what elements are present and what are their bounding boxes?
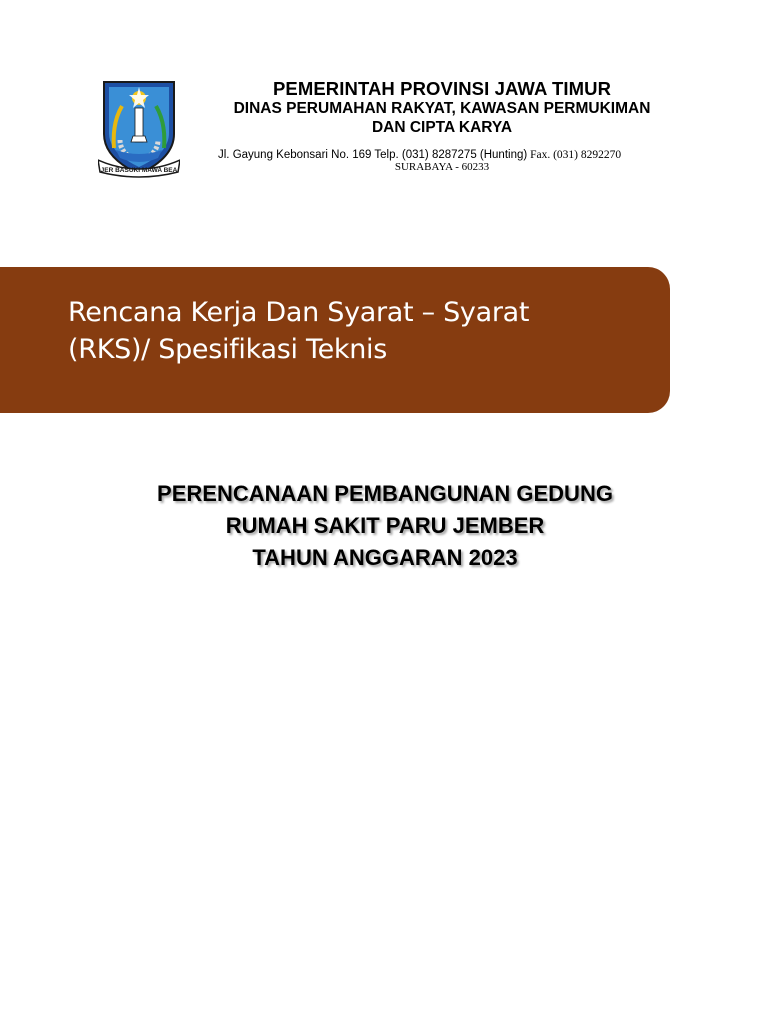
project-title	[100, 478, 670, 574]
address-street: Jl. Gayung Kebonsari No. 169 Telp. (031) 8287275 (Hunting)	[218, 149, 528, 161]
document-title	[68, 294, 648, 368]
dept-name-line1: DINAS PERUMAHAN RAKYAT, KAWASAN PERMUKIMAN	[233, 100, 651, 117]
dept-name-line2: DAN CIPTA KARYA	[371, 119, 513, 136]
org-block	[196, 78, 688, 137]
east-java-coat-of-arms-icon	[98, 78, 180, 178]
svg-text:JER BASUKI MAWA BEA: JER BASUKI MAWA BEA	[100, 167, 178, 174]
project-title-line2: RUMAH SAKIT PARU JEMBER	[225, 513, 545, 538]
org-name: PEMERINTAH PROVINSI JAWA TIMUR	[272, 78, 612, 99]
org-city: SURABAYA - 60233	[394, 161, 490, 173]
document-title-line1: Rencana Kerja Dan Syarat – Syarat	[68, 297, 530, 328]
address-fax: Fax. (031) 8292270	[527, 149, 622, 161]
document-title-line2: (RKS)/ Spesifikasi Teknis	[68, 334, 388, 365]
project-title-line3: TAHUN ANGGARAN 2023	[252, 545, 518, 570]
project-title-line1: PERENCANAAN PEMBANGUNAN GEDUNG	[157, 481, 613, 506]
letterhead	[0, 0, 768, 200]
